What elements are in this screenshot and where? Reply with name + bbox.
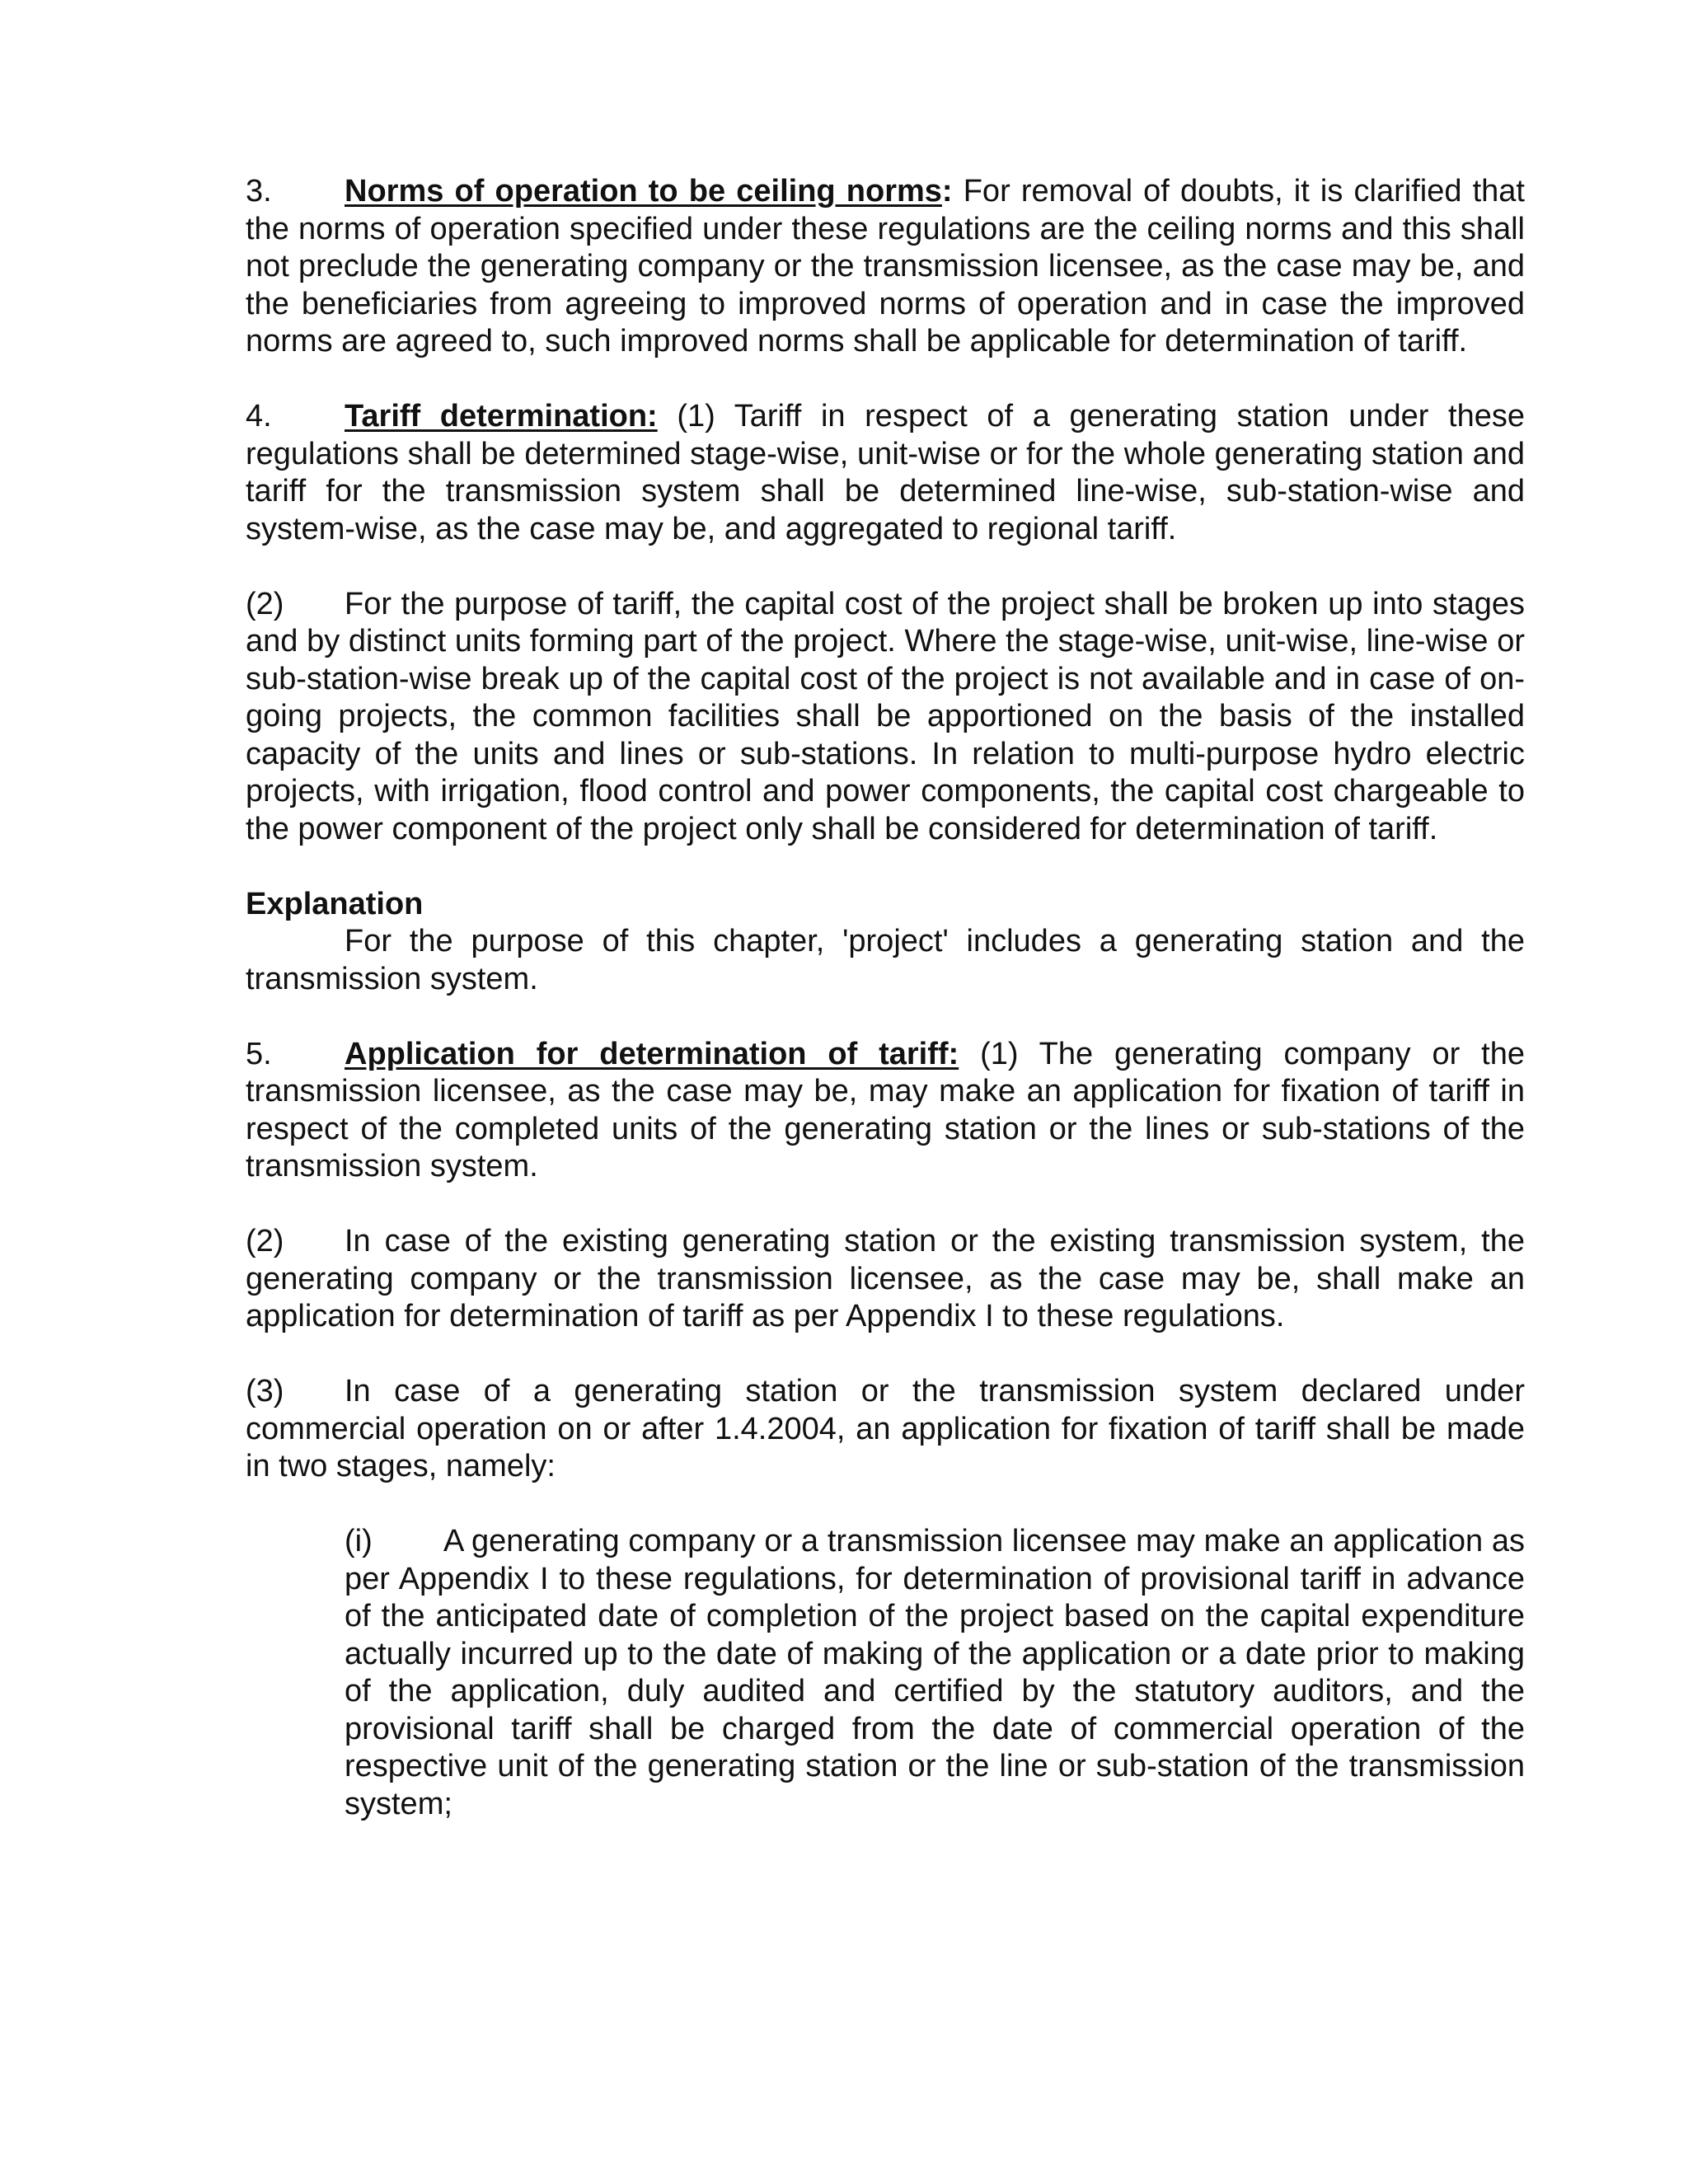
clause-body: For the purpose of tariff, the capital cost of the project shall be broken up into stages and by distinct units forming part of the project. Where the stage-wise, unit-wise, line-wise or sub-station-wise break up of the capital cost of the project is not available and in case of on-going projects, the common facilities shall be apportioned on the basis of the installed capacity of the units and lines or sub-stations. In relation to multi-purpose hydro electric projects, with irrigation, flood control and power components, the capital cost chargeable to the power component of the project only shall be considered for determination of tariff. — [246, 586, 1525, 846]
clause-body: In case of a generating station or the transmission system declared under commercial operation on or after 1.4.2004, an application for fixation of tariff shall be made in two stages, namely: — [246, 1374, 1525, 1483]
section-5-subclause-i — [345, 1523, 1525, 1823]
section-5-clause-3 — [246, 1373, 1525, 1486]
section-body: (1) The generating company or the transmission licensee, as the case may be, may make an application for fixation of tariff in respect of the completed units of the generating station or the lines or sub-stations of the transmission system. — [246, 1036, 1525, 1183]
section-4-clause-2 — [246, 586, 1525, 849]
section-5 — [246, 1036, 1525, 1186]
section-body: (1) Tariff in respect of a generating station under these regulations shall be determined stage-wise, unit-wise or for the whole generating station and tariff for the transmission system shall be determined line-wise, sub-station-wise and system-wise, as the case may be, and aggregated to regional tariff. — [246, 399, 1525, 546]
clause-body: In case of the existing generating station or the existing transmission system, the generating company or the transmission licensee, as the case may be, shall make an application for determination of tariff as per Appendix I to these regulations. — [246, 1224, 1525, 1333]
explanation-body: For the purpose of this chapter, 'project' includes a generating station and the transmission system. — [246, 924, 1525, 996]
section-heading: Tariff determination: — [345, 399, 658, 434]
document-page — [246, 173, 1525, 1861]
section-5-clause-2 — [246, 1223, 1525, 1336]
clause-number: (2) — [246, 1224, 284, 1258]
clause-number: (2) — [246, 586, 284, 621]
section-number: 5. — [246, 1036, 272, 1071]
subclause-body: A generating company or a transmission licensee may make an application as per Appendix I to these regulations, for determination of provisional tariff in advance of the anticipated date of completion of the project based on the capital expenditure actually incurred up to the date of making of the application or a date prior to making of the application, duly audited and certified by the statutory auditors, and the provisional tariff shall be charged from the date of commercial operation of the respective unit of the generating station or the line or sub-station of the transmission system; — [345, 1524, 1525, 1821]
clause-number: (3) — [246, 1374, 284, 1408]
section-3 — [246, 173, 1525, 361]
subclause-number: (i) — [345, 1524, 373, 1558]
section-heading: Application for determination of tariff: — [345, 1036, 959, 1071]
section-body: For removal of doubts, it is clarified that the norms of operation specified under these regulations are the ceiling norms and this shall not preclude the generating company or the transmission licensee, as the case may be, and the beneficiaries from agreeing to improved norms of operation and in case the improved norms are agreed to, such improved norms shall be applicable for determination of tariff. — [246, 174, 1525, 359]
explanation-title: Explanation — [246, 886, 424, 921]
section-number: 3. — [246, 174, 272, 209]
section-4 — [246, 398, 1525, 548]
section-heading: Norms of operation to be ceiling norms — [345, 174, 942, 209]
heading-colon: : — [941, 174, 953, 209]
section-number: 4. — [246, 399, 272, 434]
